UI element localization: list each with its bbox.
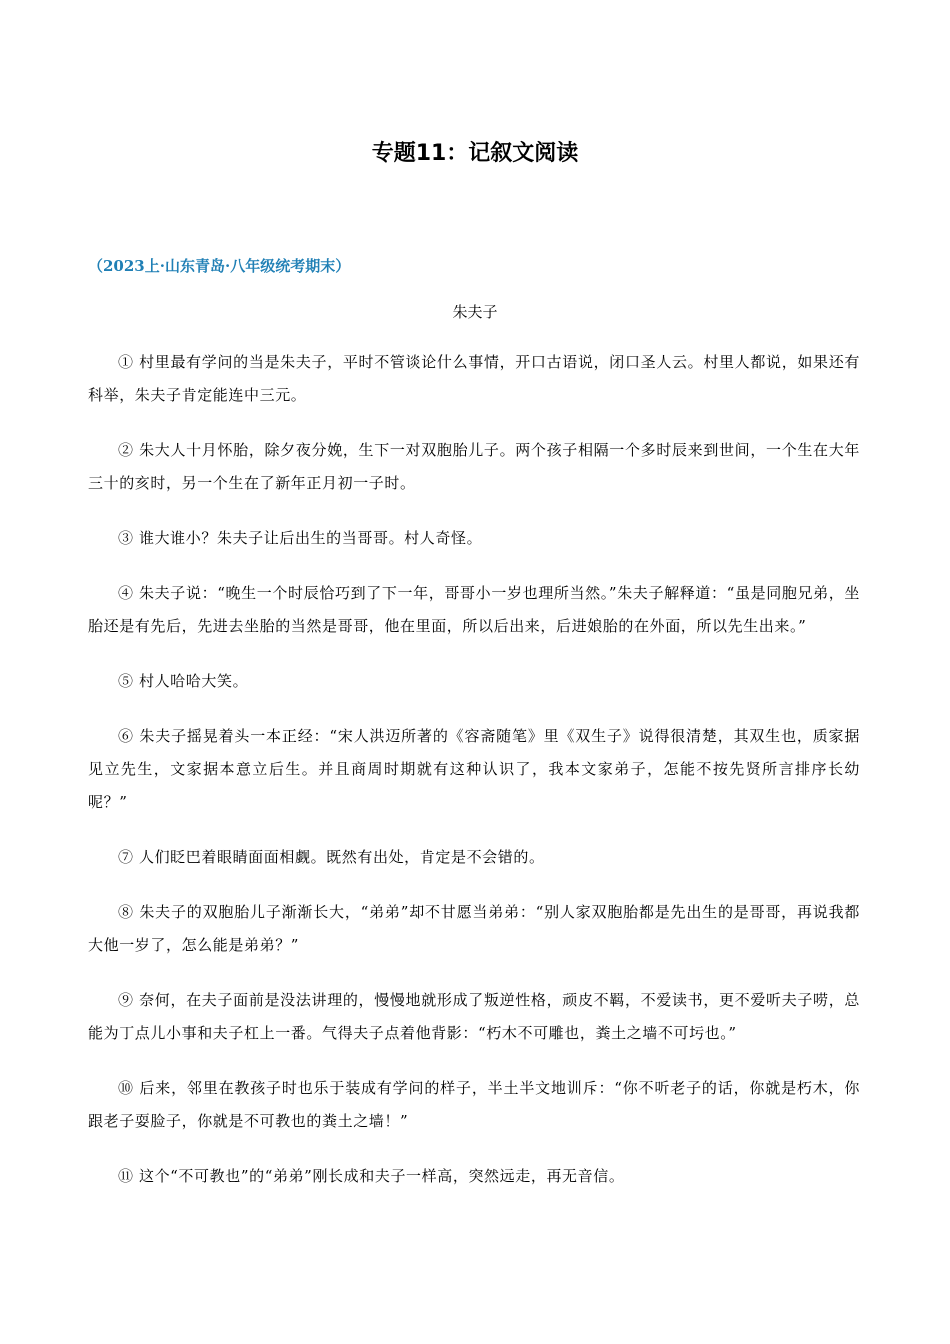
paragraph-2: ② 朱大人十月怀胎，除夕夜分娩，生下一对双胞胎儿子。两个孩子相隔一个多时辰来到世间，一个生在大年三十的亥时，另一个生在了新年正月初一子时。 — [88, 441, 860, 492]
paragraph-3: ③ 谁大谁小？朱夫子让后出生的当哥哥。村人奇怪。 — [118, 529, 483, 547]
paragraph-1: ① 村里最有学问的当是朱夫子，平时不管谈论什么事情，开口古语说，闭口圣人云。村里人都说，如果还有科举，朱夫子肯定能连中三元。 — [88, 353, 860, 404]
paragraph-7: ⑦ 人们眨巴着眼睛面面相觑。既然有出处，肯定是不会错的。 — [118, 848, 545, 866]
article-body — [88, 346, 860, 1215]
paragraph-9: ⑨ 奈何，在夫子面前是没法讲理的，慢慢地就形成了叛逆性格，顽皮不羁，不爱读书，更不爱听夫子唠，总能为丁点儿小事和夫子杠上一番。气得夫子点着他背影：“朽木不可雕也，粪土之墙不可圬也。” — [88, 991, 860, 1042]
paragraph-11: ⑪ 这个“不可教也”的“弟弟”刚长成和夫子一样高，突然远走，再无音信。 — [118, 1167, 625, 1185]
paragraph-4: ④ 朱夫子说：“晚生一个时辰恰巧到了下一年，哥哥小一岁也理所当然。”朱夫子解释道：“虽是同胞兄弟，坐胎还是有先后，先进去坐胎的当然是哥哥，他在里面，所以后出来，后进娘胎的在外面，所以先生出来。” — [88, 584, 860, 635]
paragraph-5: ⑤ 村人哈哈大笑。 — [118, 672, 249, 690]
exam-source: （2023上·山东青岛·八年级统考期末） — [88, 257, 351, 275]
paragraph-10: ⑩ 后来，邻里在教孩子时也乐于装成有学问的样子，半土半文地训斥：“你不听老子的话，你就是朽木，你跟老子耍脸子，你就是不可教也的粪土之墙！” — [88, 1079, 860, 1130]
paragraph-8: ⑧ 朱夫子的双胞胎儿子渐渐长大，“弟弟”却不甘愿当弟弟：“别人家双胞胎都是先出生的是哥哥，再说我都大他一岁了，怎么能是弟弟？” — [88, 903, 860, 954]
paragraph-6: ⑥ 朱夫子摇晃着头一本正经：“宋人洪迈所著的《容斋随笔》里《双生子》说得很清楚，其双生也，质家据见立先生，文家据本意立后生。并且商周时期就有这种认识了，我本文家弟子，怎能不按先贤所言排序长幼呢？” — [88, 727, 860, 811]
article-title: 朱夫子 — [452, 303, 498, 321]
page-title: 专题11：记叙文阅读 — [371, 141, 579, 166]
